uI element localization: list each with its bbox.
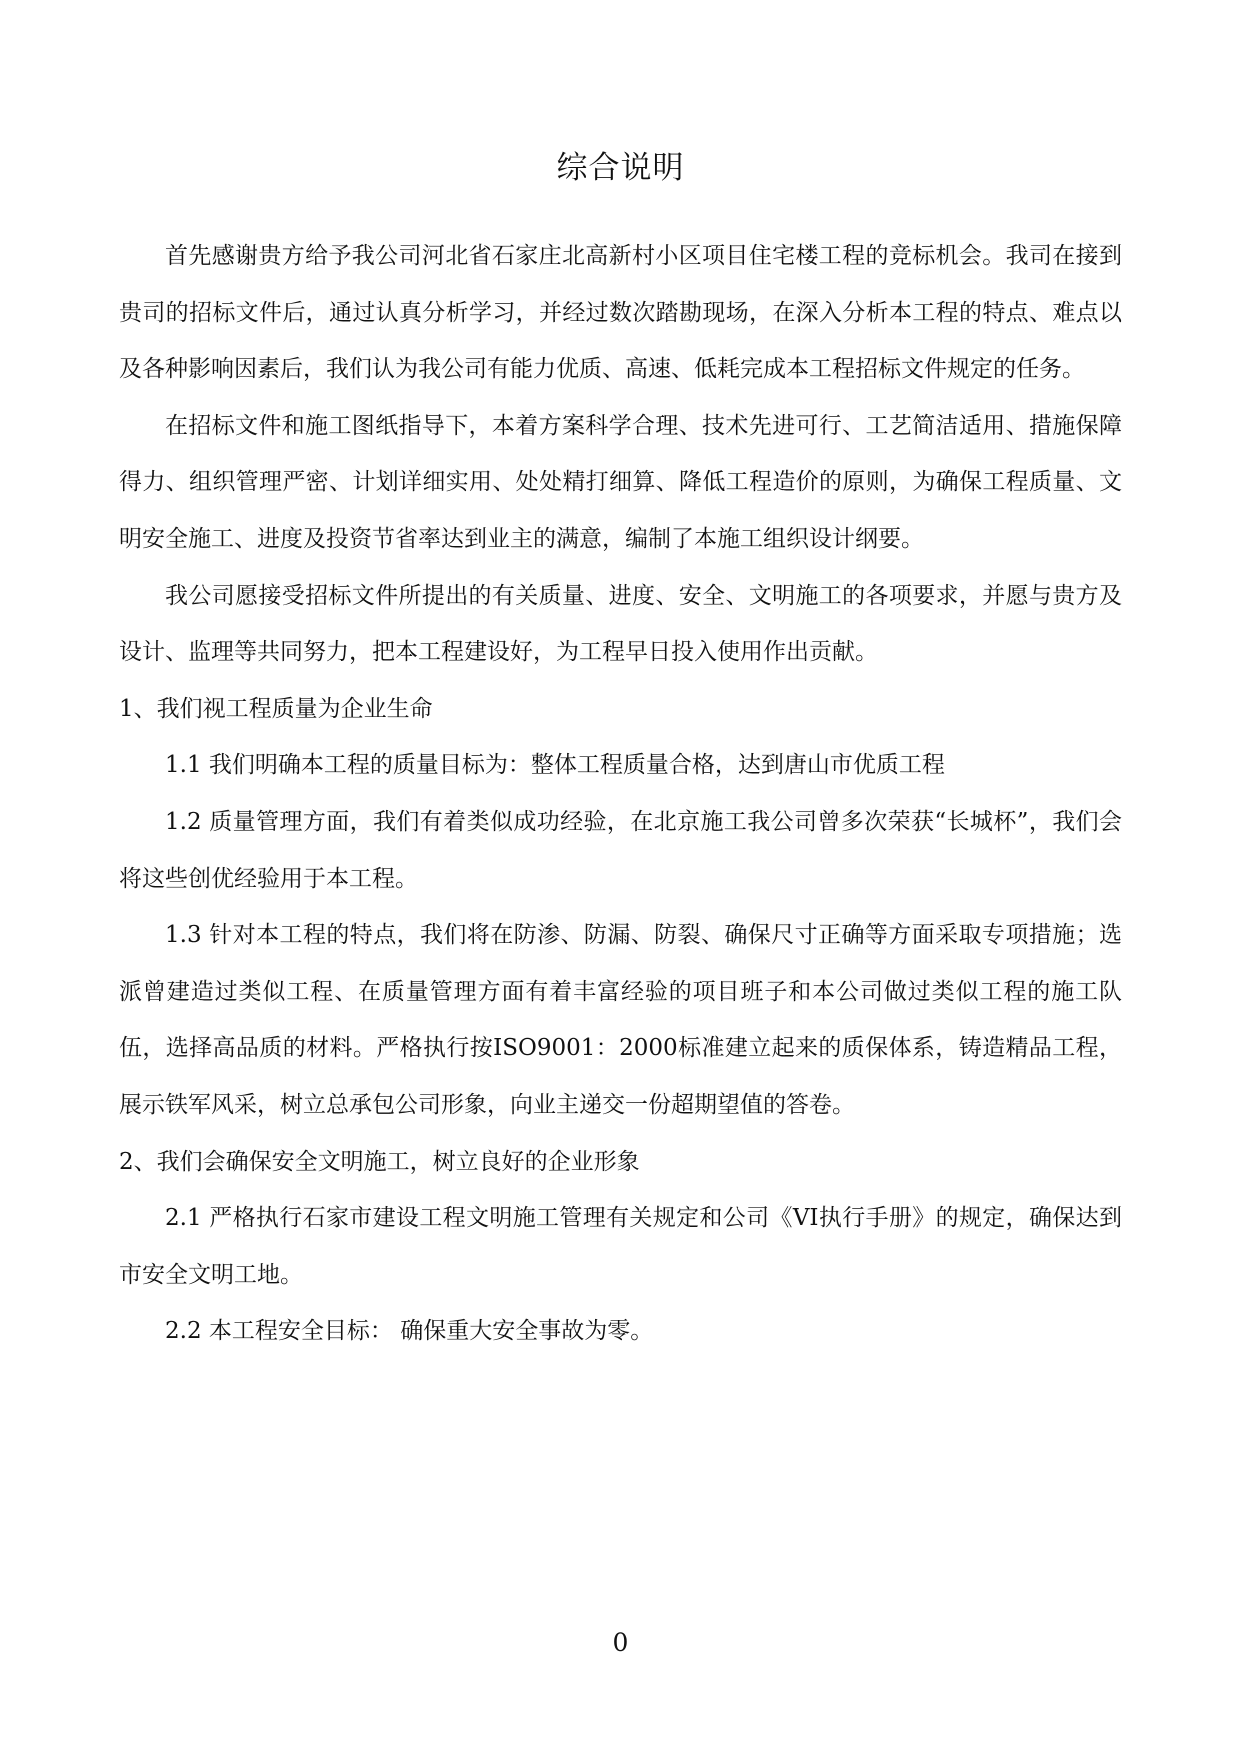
section-heading-1: 1、我们视工程质量为企业生命 (119, 695, 433, 722)
intro-paragraph-3: 我公司愿接受招标文件所提出的有关质量、进度、安全、文明施工的各项要求，并愿与贵方及设计、监理等共同努力，把本工程建设好，为工程早日投入使用作出贡献。 (119, 582, 1122, 666)
section-item-1-3: 1.3 针对本工程的特点，我们将在防渗、防漏、防裂、确保尺寸正确等方面采取专项措施；选派曾建造过类似工程、在质量管理方面有着丰富经验的项目班子和本公司做过类似工程的施工队伍，选择高品质的材料。严格执行按ISO9001：2000标准建立起来的质保体系，铸造精品工程，展示铁军风采，树立总承包公司形象，向业主递交一份超期望值的答卷。 (119, 922, 1122, 1118)
section-item-1-2: 1.2 质量管理方面，我们有着类似成功经验，在北京施工我公司曾多次荣获“长城杯”，我们会将这些创优经验用于本工程。 (119, 808, 1122, 892)
section-item-1-1: 1.1 我们明确本工程的质量目标为：整体工程质量合格，达到唐山市优质工程 (165, 752, 945, 779)
section-item-2-1: 2.1 严格执行石家市建设工程文明施工管理有关规定和公司《VI执行手册》的规定，确保达到市安全文明工地。 (119, 1205, 1122, 1288)
intro-paragraph-2: 在招标文件和施工图纸指导下，本着方案科学合理、技术先进可行、工艺简洁适用、措施保障得力、组织管理严密、计划详细实用、处处精打细算、降低工程造价的原则，为确保工程质量、文明安全施工、进度及投资节省率达到业主的满意，编制了本施工组织设计纲要。 (119, 412, 1122, 552)
section-item-2-2: 2.2 本工程安全目标： 确保重大安全事故为零。 (165, 1318, 654, 1345)
document-body (119, 228, 1122, 1360)
document-title: 综合说明 (556, 150, 685, 186)
page-number: 0 (612, 1628, 629, 1657)
section-heading-2: 2、我们会确保安全文明施工，树立良好的企业形象 (119, 1148, 640, 1175)
intro-paragraph-1: 首先感谢贵方给予我公司河北省石家庄北高新村小区项目住宅楼工程的竞标机会。我司在接到贵司的招标文件后，通过认真分析学习，并经过数次踏勘现场，在深入分析本工程的特点、难点以及各种影响因素后，我们认为我公司有能力优质、高速、低耗完成本工程招标文件规定的任务。 (119, 243, 1122, 383)
